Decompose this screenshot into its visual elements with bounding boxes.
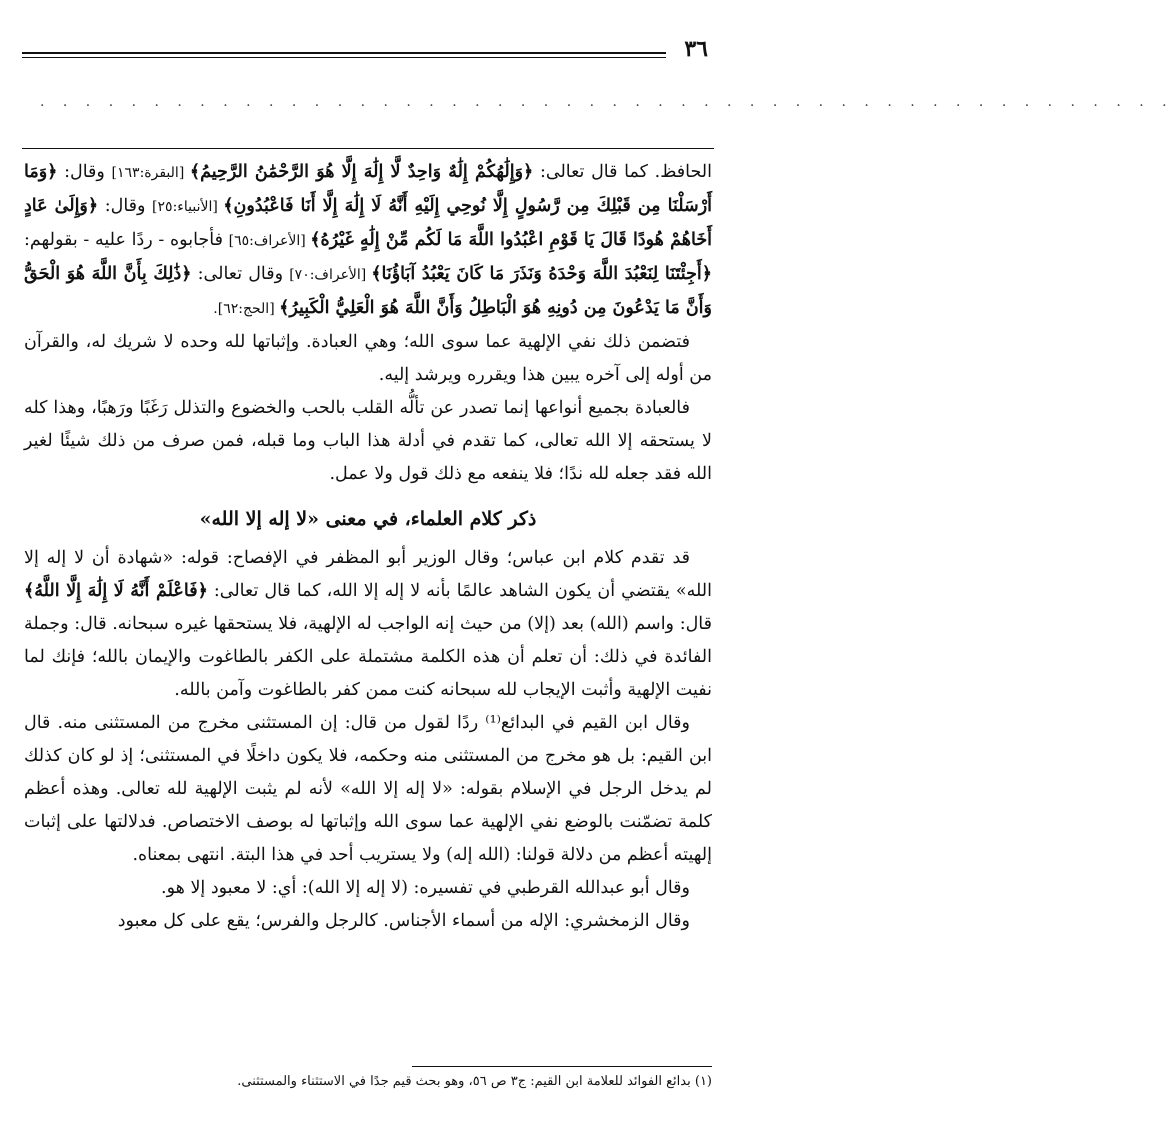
paragraph-qurtubi: وقال أبو عبدالله القرطبي في تفسيره: (لا إله إلا الله): أي: لا معبود إلا هو. — [161, 878, 690, 898]
verse-reference: [الأنبياء:٢٥] — [152, 199, 224, 215]
header-rule-thin — [22, 57, 666, 58]
paragraph-zamakhshari: وقال الزمخشري: الإله من أسماء الأجناس. كالرجل والفرس؛ يقع على كل معبود — [117, 911, 690, 931]
dotted-separator: · · · · · · · · · · · · · · · · · · · · · · · · · · · · · · · · · · · · · · · · · · · · · · · · · · — [40, 98, 1174, 114]
page-number: ٣٦ — [684, 36, 708, 62]
p1-text: الحافظ. كما قال تعالى: — [533, 162, 712, 182]
verse-reference: [الأعراف:٧٠] — [289, 267, 372, 283]
verse-reference: [الأعراف:٦٥] — [228, 233, 311, 249]
verse-reference: [الحج:٦٢]. — [213, 301, 280, 317]
p1-text: وقال: — [57, 162, 112, 182]
quran-verse: ﴿أَجِئْتَنَا لِنَعْبُدَ اللَّهَ وَحْدَهُ وَنَذَرَ مَا كَانَ يَعْبُدُ آبَاؤُنَا﴾ — [371, 264, 713, 284]
paragraph-ibada: فالعبادة بجميع أنواعها إنما تصدر عن تألُّه القلب بالحب والخضوع والتذلل رَغَبًا ورَهبًا، وهذا كله لا يستحقه إلا الله تعالى، كما تقدم في أدلة هذا الباب وما قبله، فمن صرف من ذلك شيئًا لغير الله فقد جعله لله ندًا؛ فلا ينفعه مع ذلك قول ولا عمل. — [24, 398, 712, 484]
header-double-rule — [22, 50, 666, 60]
quran-verse: ﴿وَإِلَٰهُكُمْ إِلَٰهٌ وَاحِدٌ لَّا إِلَٰهَ إِلَّا هُوَ الرَّحْمَٰنُ الرَّحِيمُ﴾ — [189, 162, 534, 182]
section-separator-line — [22, 148, 714, 149]
section-heading: ذكر كلام العلماء، في معنى «لا إله إلا الله» — [199, 508, 537, 530]
footnote: (١) بدائع الفوائد للعلامة ابن القيم: ج٣ ص ٥٦، وهو بحث قيم جدًا في الاستثناء والمستثنى. — [237, 1074, 712, 1089]
p1-text: فأجابوه - ردًا عليه - بقولهم: — [24, 230, 229, 250]
paragraph-quran-verses — [24, 156, 712, 326]
p4-text: قد تقدم كلام ابن عباس؛ وقال الوزير أبو المظفر في الإفصاح: قوله: «شهادة أن لا إله إلا الله» يقتضي أن يكون الشاهد عالمًا بأنه لا إله إلا الله، كما قال تعالى: — [24, 548, 712, 601]
p1-text: وقال: — [98, 196, 153, 216]
quran-verse: ﴿وَإِلَىٰ عَادٍ أَخَاهُمْ هُودًا قَالَ يَا قَوْمِ اعْبُدُوا اللَّهَ مَا لَكُم مِّنْ إِلَٰهٍ غَيْرُهُ﴾ — [24, 196, 713, 250]
quran-verse: ﴿وَمَا أَرْسَلْنَا مِن قَبْلِكَ مِن رَّسُولٍ إِلَّا نُوحِي إِلَيْهِ أَنَّهُ لَا إِلَٰهَ إِلَّا أَنَا فَاعْبُدُونِ﴾ — [24, 162, 713, 216]
quran-verse: ﴿فَاعْلَمْ أَنَّهُ لَا إِلَٰهَ إِلَّا اللَّهُ﴾ — [24, 581, 208, 601]
footnote-rule — [412, 1066, 712, 1067]
quran-verse: ﴿ذَٰلِكَ بِأَنَّ اللَّهَ هُوَ الْحَقُّ وَأَنَّ مَا يَدْعُونَ مِن دُونِهِ هُوَ الْبَاطِلُ وَأَنَّ اللَّهَ هُوَ الْعَلِيُّ الْكَبِيرُ﴾ — [24, 264, 712, 318]
p4-text: قال: واسم (الله) بعد (إلا) من حيث إنه الواجب له الإلهية، فلا يستحقها غيره سبحانه. قال: وجملة الفائدة في ذلك: أن تعلم أن هذه الكلمة مشتملة على الكفر بالطاغوت والإيمان بالله؛ فإنك لما نفيت الإلهية وأثبت الإيجاب لله سبحانه كنت ممن كفر بالطاغوت وآمن بالله. — [24, 614, 712, 700]
header-rule-thick — [22, 52, 666, 54]
p1-text: وقال تعالى: — [191, 264, 290, 284]
paragraph-ifsah — [24, 542, 712, 707]
paragraph-ibn-qayyim: وقال ابن القيم في البدائع⁽¹⁾ ردًا لقول من قال: إن المستثنى مخرج من المستثنى منه. قال ابن القيم: بل هو مخرج من المستثنى منه وحكمه، فلا يكون داخلًا في المستثنى؛ إذ لو كان كذلك لم يدخل الرجل في الإسلام بقوله: «لا إله إلا الله» لأنه لم يثبت الإلهية لله تعالى. وهذه أعظم كلمة تضمّنت بالوضع نفي الإلهية عما سوى الله وإثباتها له بوصف الاختصاص. فدلالتها على إثبات إلهيته أعظم من دلالة قولنا: (الله إله) ولا يستريب أحد في هذا البتة. انتهى بمعناه. — [24, 713, 712, 865]
paragraph-tadammun: فتضمن ذلك نفي الإلهية عما سوى الله؛ وهي العبادة. وإثباتها لله وحده لا شريك له، والقرآن من أوله إلى آخره يبين هذا ويقرره ويرشد إليه. — [24, 332, 712, 385]
main-text — [24, 156, 712, 938]
verse-reference: [البقرة:١٦٣] — [111, 165, 190, 181]
